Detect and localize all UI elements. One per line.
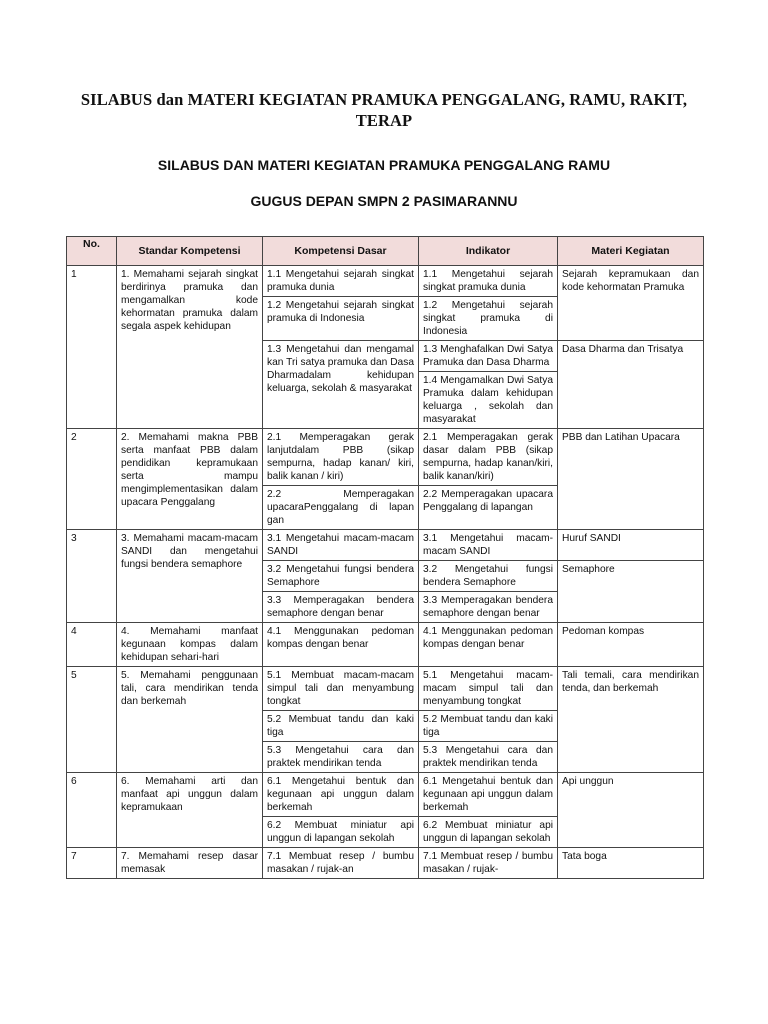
table-row (67, 530, 704, 561)
indikator-cell: 2.2 Memperagakan upacara Penggalang di lapangan (419, 486, 558, 530)
indikator-cell: 1.2 Mengetahui sejarah singkat pramuka di Indonesia (419, 297, 558, 341)
materi-cell: Semaphore (558, 561, 704, 623)
standar-kompetensi-cell: 6. Memahami arti dan manfaat api unggun dalam kepramukaan (117, 773, 263, 848)
indikator-cell: 3.3 Memperagakan bendera semaphore dengan benar (419, 592, 558, 623)
header-indikator: Indikator (419, 237, 558, 266)
kompetensi-dasar-cell: 5.2 Membuat tandu dan kaki tiga (263, 711, 419, 742)
header-standar-kompetensi: Standar Kompetensi (117, 237, 263, 266)
materi-cell: PBB dan Latihan Upacara (558, 429, 704, 530)
kompetensi-dasar-cell: 5.3 Mengetahui cara dan praktek mendirikan tenda (263, 742, 419, 773)
indikator-cell: 5.1 Mengetahui macam-macam simpul tali dan menyambung tongkat (419, 667, 558, 711)
indikator-cell: 5.2 Membuat tandu dan kaki tiga (419, 711, 558, 742)
materi-cell: Dasa Dharma dan Trisatya (558, 341, 704, 429)
kompetensi-dasar-cell: 1.3 Mengetahui dan mengamal kan Tri satya pramuka dan Dasa Dharmadalam kehidupan keluarga, sekolah & masyarakat (263, 341, 419, 429)
indikator-cell: 1.3 Menghafalkan Dwi Satya Pramuka dan Dasa Dharma (419, 341, 558, 372)
header-kompetensi-dasar: Kompetensi Dasar (263, 237, 419, 266)
kompetensi-dasar-cell: 3.3 Memperagakan bendera semaphore dengan benar (263, 592, 419, 623)
materi-cell: Api unggun (558, 773, 704, 848)
kompetensi-dasar-cell: 5.1 Membuat macam-macam simpul tali dan menyambung tongkat (263, 667, 419, 711)
syllabus-table (66, 236, 704, 879)
materi-cell: Tali temali, cara mendirikan tenda, dan berkemah (558, 667, 704, 773)
kompetensi-dasar-cell: 3.2 Mengetahui fungsi bendera Semaphore (263, 561, 419, 592)
table-row (67, 848, 704, 879)
indikator-cell: 1.4 Mengamalkan Dwi Satya Pramuka dalam kehidupan keluarga , sekolah dan masyarakat (419, 372, 558, 429)
row-number: 7 (67, 848, 117, 879)
table-row (67, 773, 704, 817)
row-number: 1 (67, 266, 117, 429)
indikator-cell: 4.1 Menggunakan pedoman kompas dengan benar (419, 623, 558, 667)
document-unit-title: GUGUS DEPAN SMPN 2 PASIMARANNU (250, 193, 518, 209)
kompetensi-dasar-cell: 7.1 Membuat resep / bumbu masakan / rujak-an (263, 848, 419, 879)
indikator-cell: 1.1 Mengetahui sejarah singkat pramuka dunia (419, 266, 558, 297)
kompetensi-dasar-cell: 1.1 Mengetahui sejarah singkat pramuka dunia (263, 266, 419, 297)
standar-kompetensi-cell: 1. Memahami sejarah singkat berdirinya pramuka dan mengamalkan kode kehormatan pramuka dalam segala aspek kehidupan (117, 266, 263, 429)
indikator-cell: 3.1 Mengetahui macam-macam SANDI (419, 530, 558, 561)
standar-kompetensi-cell: 7. Memahami resep dasar memasak (117, 848, 263, 879)
kompetensi-dasar-cell: 3.1 Mengetahui macam-macam SANDI (263, 530, 419, 561)
kompetensi-dasar-cell: 1.2 Mengetahui sejarah singkat pramuka di Indonesia (263, 297, 419, 341)
standar-kompetensi-cell: 4. Memahami manfaat kegunaan kompas dalam kehidupan sehari-hari (117, 623, 263, 667)
header-materi-kegiatan: Materi Kegiatan (558, 237, 704, 266)
kompetensi-dasar-cell: 2.1 Memperagakan gerak lanjutdalam PBB (sikap sempurna, hadap kanan/ kiri, balik kanan / kiri) (263, 429, 419, 486)
document-title: SILABUS dan MATERI KEGIATAN PRAMUKA PENGGALANG, RAMU, RAKIT, TERAP (80, 90, 688, 130)
indikator-cell: 2.1 Memperagakan gerak dasar dalam PBB (sikap sempurna, hadap kanan/kiri, balik kanan/kiri) (419, 429, 558, 486)
materi-cell: Tata boga (558, 848, 704, 879)
indikator-cell: 7.1 Membuat resep / bumbu masakan / rujak- (419, 848, 558, 879)
document-subtitle: SILABUS DAN MATERI KEGIATAN PRAMUKA PENGGALANG RAMU (157, 157, 611, 173)
materi-cell: Sejarah kepramukaan dan kode kehormatan Pramuka (558, 266, 704, 341)
row-number: 4 (67, 623, 117, 667)
indikator-cell: 5.3 Mengetahui cara dan praktek mendirikan tenda (419, 742, 558, 773)
table-row (67, 429, 704, 486)
kompetensi-dasar-cell: 4.1 Menggunakan pedoman kompas dengan benar (263, 623, 419, 667)
indikator-cell: 3.2 Mengetahui fungsi bendera Semaphore (419, 561, 558, 592)
row-number: 5 (67, 667, 117, 773)
materi-cell: Pedoman kompas (558, 623, 704, 667)
kompetensi-dasar-cell: 6.2 Membuat miniatur api unggun di lapangan sekolah (263, 817, 419, 848)
table-header-row (67, 237, 704, 266)
row-number: 3 (67, 530, 117, 623)
row-number: 6 (67, 773, 117, 848)
table-row (67, 667, 704, 711)
standar-kompetensi-cell: 5. Memahami penggunaan tali, cara mendirikan tenda dan berkemah (117, 667, 263, 773)
indikator-cell: 6.2 Membuat miniatur api unggun di lapangan sekolah (419, 817, 558, 848)
table-row (67, 623, 704, 667)
standar-kompetensi-cell: 3. Memahami macam-macam SANDI dan mengetahui fungsi bendera semaphore (117, 530, 263, 623)
row-number: 2 (67, 429, 117, 530)
standar-kompetensi-cell: 2. Memahami makna PBB serta manfaat PBB dalam pendidikan kepramukaan serta mampu mengimplementasikan dalam upacara Penggalang (117, 429, 263, 530)
header-no: No. (67, 237, 117, 266)
indikator-cell: 6.1 Mengetahui bentuk dan kegunaan api unggun dalam berkemah (419, 773, 558, 817)
kompetensi-dasar-cell: 6.1 Mengetahui bentuk dan kegunaan api unggun dalam berkemah (263, 773, 419, 817)
table-row (67, 266, 704, 297)
kompetensi-dasar-cell: 2.2 Memperagakan upacaraPenggalang di lapan gan (263, 486, 419, 530)
materi-cell: Huruf SANDI (558, 530, 704, 561)
